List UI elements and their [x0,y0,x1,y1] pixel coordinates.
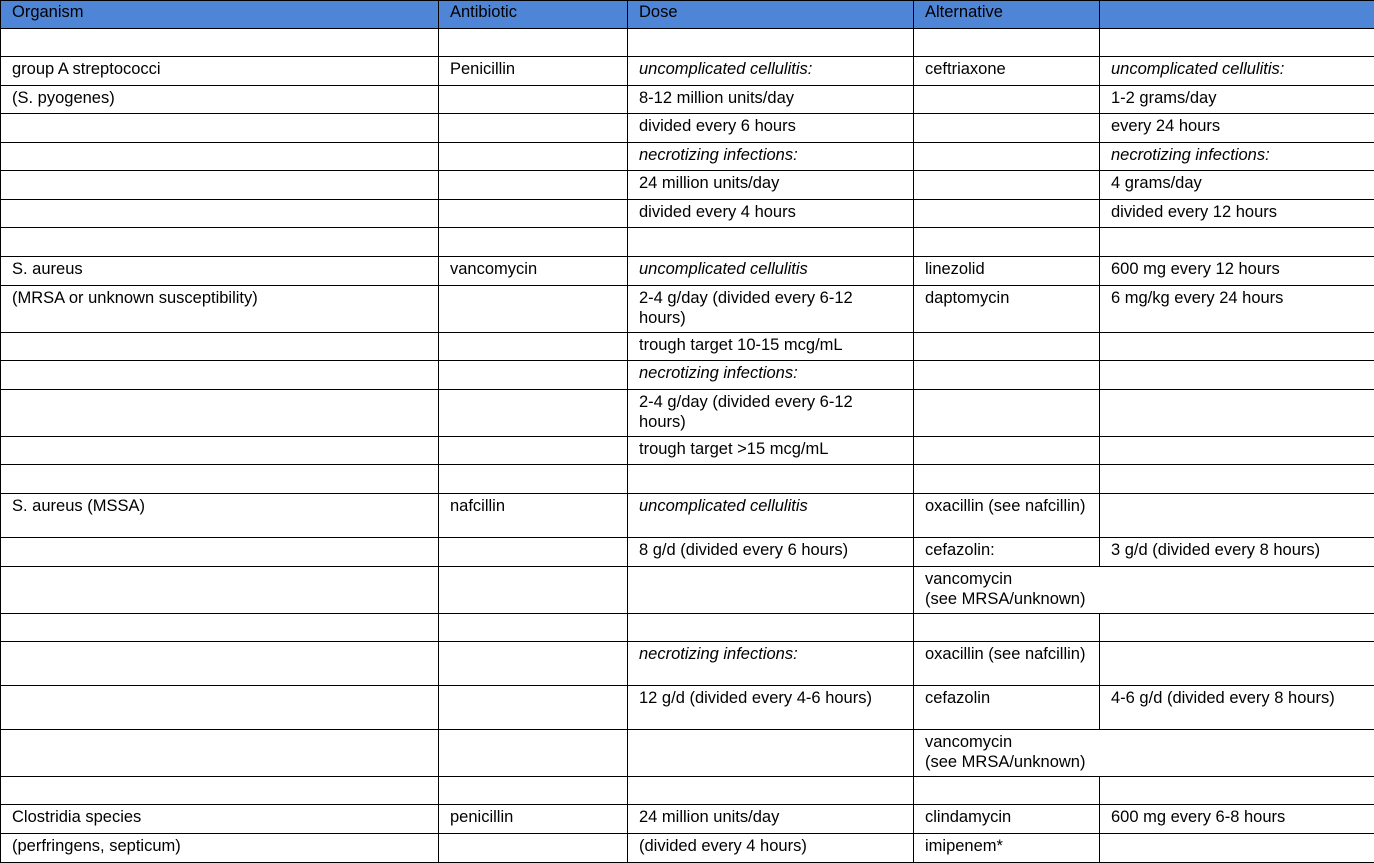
alternative-cell: vancomycin (see MRSA/unknown) [914,567,1374,614]
antibiotic-cell [439,686,628,730]
antibiotic-cell [439,614,628,642]
table-row [1,686,1374,730]
alternative-dose-cell [1100,361,1374,390]
dose-cell: 2-4 g/day (divided every 6-12 hours) [628,390,914,437]
alternative-cell [914,614,1100,642]
organism-cell [1,114,439,143]
alternative-dose-cell: divided every 12 hours [1100,200,1374,228]
alternative-cell: linezolid [914,257,1100,286]
organism-cell: S. aureus (MSSA) [1,494,439,538]
antibiotic-cell [439,29,628,57]
table-row [1,834,1374,863]
alternative-cell: ceftriaxone [914,57,1100,86]
dose-cell [628,614,914,642]
alternative-dose-cell: 4-6 g/d (divided every 8 hours) [1100,686,1374,730]
alternative-dose-cell [1100,437,1374,465]
organism-cell [1,567,439,614]
table-row [1,390,1374,437]
alternative-cell [914,228,1100,257]
antibiotic-cell: vancomycin [439,257,628,286]
dose-cell [628,29,914,57]
organism-cell: Clostridia species [1,805,439,834]
alternative-cell: imipenem* [914,834,1100,863]
alternative-dose-cell [1100,834,1374,863]
antibiotic-cell: penicillin [439,805,628,834]
alternative-dose-cell: 600 mg every 6-8 hours [1100,805,1374,834]
alternative-dose-cell: 600 mg every 12 hours [1100,257,1374,286]
dose-cell: 24 million units/day [628,171,914,200]
alternative-dose-cell: 3 g/d (divided every 8 hours) [1100,538,1374,567]
alternative-dose-cell: uncomplicated cellulitis: [1100,57,1374,86]
table-row [1,228,1374,257]
antibiotic-cell [439,228,628,257]
table-row [1,286,1374,333]
dose-cell: necrotizing infections: [628,361,914,390]
alternative-cell: vancomycin (see MRSA/unknown) [914,730,1374,777]
dose-cell: 12 g/d (divided every 4-6 hours) [628,686,914,730]
alternative-cell [914,143,1100,171]
dose-cell: 24 million units/day [628,805,914,834]
antibiotic-cell [439,567,628,614]
alternative-dose-cell [1100,614,1374,642]
table-row [1,257,1374,286]
organism-cell [1,686,439,730]
table-row [1,333,1374,361]
organism-cell [1,642,439,686]
antibiotic-cell [439,730,628,777]
alternative-cell: daptomycin [914,286,1100,333]
antibiotic-cell [439,538,628,567]
antibiotic-cell [439,390,628,437]
alternative-dose-cell [1100,777,1374,805]
organism-cell [1,29,439,57]
antibiotic-cell [439,642,628,686]
table-row [1,86,1374,114]
table-row [1,614,1374,642]
dose-cell: uncomplicated cellulitis [628,257,914,286]
table-row [1,171,1374,200]
dose-cell [628,730,914,777]
alternative-cell: oxacillin (see nafcillin) [914,494,1100,538]
dose-cell: necrotizing infections: [628,642,914,686]
table-row [1,642,1374,686]
alternative-cell [914,390,1100,437]
antibiotic-cell [439,143,628,171]
alternative-cell: clindamycin [914,805,1100,834]
alternative-cell [914,200,1100,228]
organism-cell [1,437,439,465]
table-row [1,114,1374,143]
organism-cell [1,143,439,171]
alternative-cell [914,465,1100,494]
antibiotic-cell [439,333,628,361]
alternative-dose-cell [1100,228,1374,257]
alternative-dose-cell [1100,390,1374,437]
dose-cell: necrotizing infections: [628,143,914,171]
dose-cell [628,228,914,257]
dose-cell: trough target 10-15 mcg/mL [628,333,914,361]
organism-cell [1,228,439,257]
table-row [1,57,1374,86]
alternative-cell [914,437,1100,465]
organism-cell [1,200,439,228]
alternative-cell: cefazolin: [914,538,1100,567]
organism-cell [1,777,439,805]
dose-cell: trough target >15 mcg/mL [628,437,914,465]
alternative-cell [914,333,1100,361]
alternative-dose-cell: necrotizing infections: [1100,143,1374,171]
organism-cell: S. aureus [1,257,439,286]
organism-cell [1,730,439,777]
table-row [1,730,1374,777]
table-row [1,538,1374,567]
organism-cell [1,465,439,494]
alternative-dose-cell: 1-2 grams/day [1100,86,1374,114]
alternative-dose-cell: 4 grams/day [1100,171,1374,200]
organism-cell [1,171,439,200]
alternative-dose-cell: 6 mg/kg every 24 hours [1100,286,1374,333]
alternative-dose-cell: every 24 hours [1100,114,1374,143]
dose-cell: (divided every 4 hours) [628,834,914,863]
dose-cell: 8 g/d (divided every 6 hours) [628,538,914,567]
organism-cell [1,361,439,390]
alternative-cell [914,114,1100,143]
alternative-cell [914,171,1100,200]
organism-cell [1,333,439,361]
antibiotic-cell [439,114,628,143]
antibiotic-cell [439,834,628,863]
dose-cell [628,465,914,494]
table-row [1,465,1374,494]
antibiotic-cell: nafcillin [439,494,628,538]
organism-cell: group A streptococci [1,57,439,86]
organism-cell [1,538,439,567]
dose-cell: 8-12 million units/day [628,86,914,114]
header-organism: Organism [1,1,439,29]
table-row [1,143,1374,171]
antibiotic-cell [439,437,628,465]
organism-cell [1,614,439,642]
antibiotic-cell [439,171,628,200]
antibiotic-cell [439,777,628,805]
alternative-cell [914,361,1100,390]
antibiotic-cell [439,465,628,494]
header-alternative-dose [1100,1,1374,29]
table-row [1,777,1374,805]
organism-cell: (S. pyogenes) [1,86,439,114]
alternative-cell: oxacillin (see nafcillin) [914,642,1100,686]
dose-cell: 2-4 g/day (divided every 6-12 hours) [628,286,914,333]
table-row [1,494,1374,538]
alternative-dose-cell [1100,642,1374,686]
dose-cell: uncomplicated cellulitis [628,494,914,538]
table-row [1,805,1374,834]
dose-cell: divided every 6 hours [628,114,914,143]
header-alternative: Alternative [914,1,1100,29]
header-dose: Dose [628,1,914,29]
organism-cell: (MRSA or unknown susceptibility) [1,286,439,333]
header-row [1,1,1374,29]
antibiotic-cell [439,200,628,228]
antibiotic-cell [439,86,628,114]
alternative-cell [914,29,1100,57]
table-row [1,29,1374,57]
dose-cell: uncomplicated cellulitis: [628,57,914,86]
antibiotic-cell: Penicillin [439,57,628,86]
antibiotic-cell [439,286,628,333]
alternative-cell [914,777,1100,805]
table-row [1,361,1374,390]
alternative-dose-cell [1100,29,1374,57]
alternative-dose-cell [1100,494,1374,538]
alternative-cell: cefazolin [914,686,1100,730]
alternative-dose-cell [1100,465,1374,494]
table-row [1,567,1374,614]
header-antibiotic: Antibiotic [439,1,628,29]
table-row [1,437,1374,465]
organism-cell: (perfringens, septicum) [1,834,439,863]
alternative-dose-cell [1100,333,1374,361]
table-row [1,200,1374,228]
organism-cell [1,390,439,437]
antibiotic-cell [439,361,628,390]
dose-cell [628,777,914,805]
table-body [1,29,1374,863]
dose-cell: divided every 4 hours [628,200,914,228]
alternative-cell [914,86,1100,114]
dose-cell [628,567,914,614]
